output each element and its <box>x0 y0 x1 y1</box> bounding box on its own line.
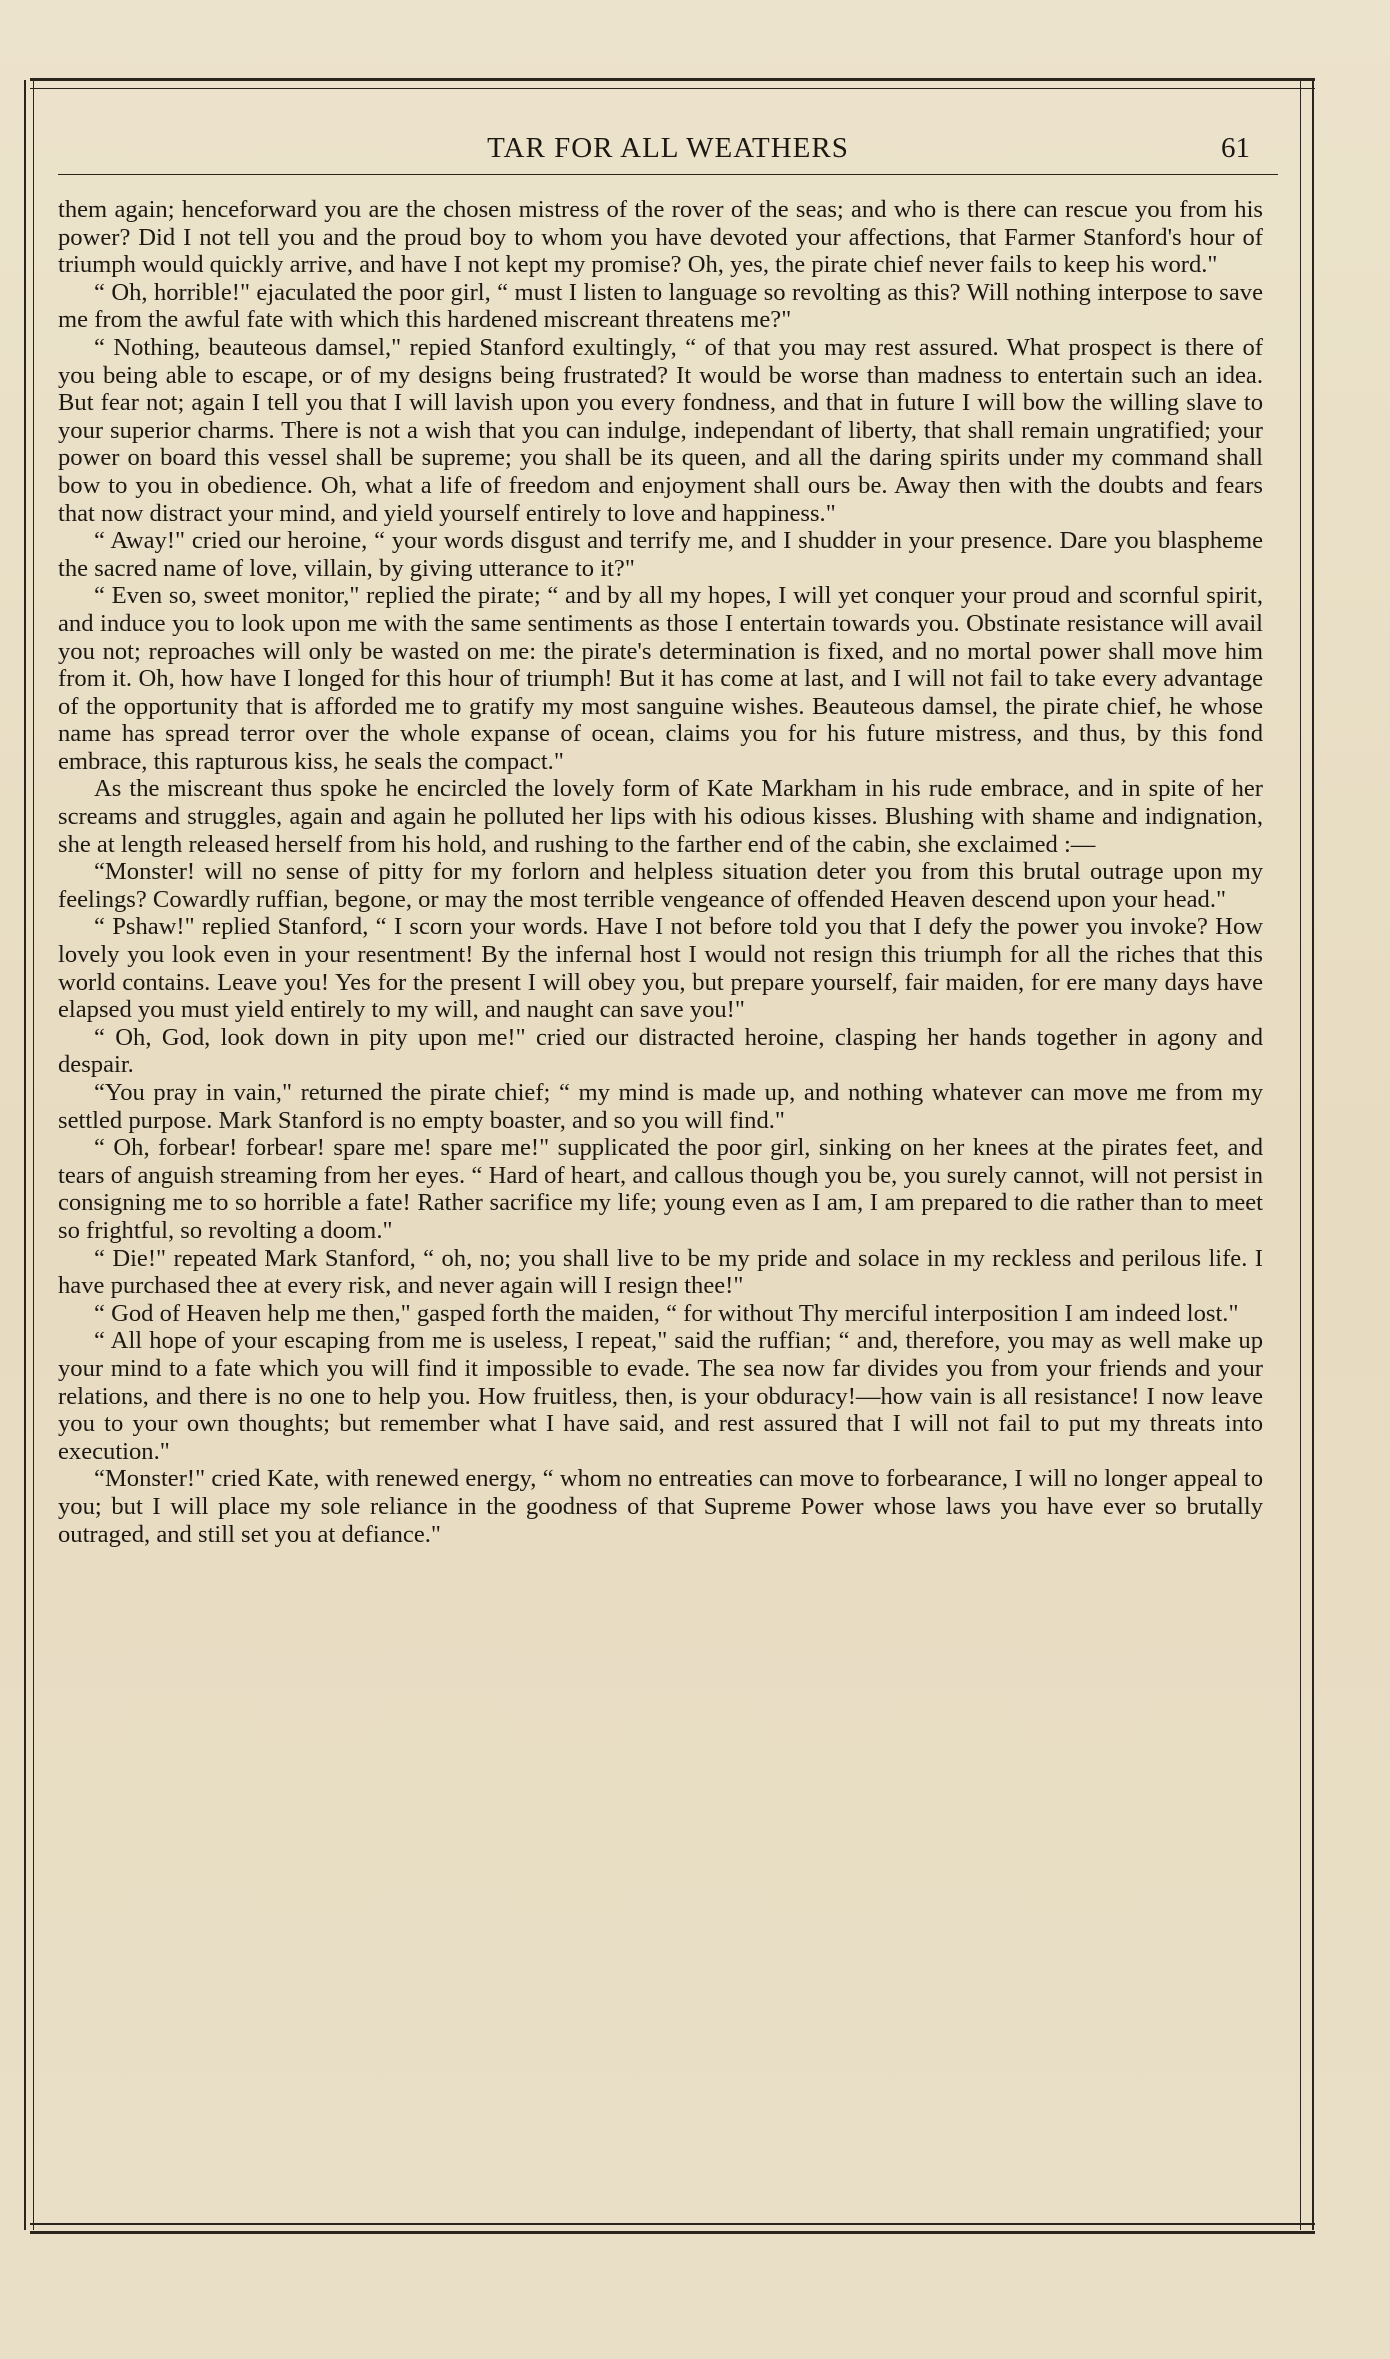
paragraph: “Monster!" cried Kate, with renewed energy, “ whom no entreaties can move to forbearance, I will no longer appeal to you; but I will place my sole reliance in the goodness of that Supreme Power whose laws you have ever so brutally outraged, and still set you at defiance." <box>58 1465 1263 1548</box>
top-rule <box>30 78 1315 81</box>
paragraph: “ God of Heaven help me then," gasped forth the maiden, “ for without Thy merciful interposition I am indeed lost." <box>94 1299 1239 1327</box>
running-title: TAR FOR ALL WEATHERS <box>487 132 849 164</box>
paragraph: “You pray in vain," returned the pirate chief; “ my mind is made up, and nothing whatever can move me from my settled purpose. Mark Stanford is no empty boaster, and so you will find." <box>58 1079 1263 1134</box>
header-rule <box>58 174 1278 175</box>
left-rule <box>24 80 26 2230</box>
bottom-rule-thin <box>30 2223 1315 2225</box>
paragraph: As the miscreant thus spoke he encircled the lovely form of Kate Markham in his rude embrace, and in spite of her screams and struggles, again and again he polluted her lips with his odious kisses. Blushing with shame and indignation, she at length released herself from his hold, and rushing to the farther end of the cabin, she exclaimed :— <box>58 775 1263 858</box>
paragraph: “ Die!" repeated Mark Stanford, “ oh, no; you shall live to be my pride and solace in my reckless and perilous life. I have purchased thee at every risk, and never again will I resign thee!" <box>58 1244 1263 1300</box>
paragraph: “ Pshaw!" replied Stanford, “ I scorn your words. Have I not before told you that I defy the power you invoke? How lovely you look even in your resentment! By the infernal host I would not resign this triumph for all the riches that this world contains. Leave you! Yes for the present I will obey you, but prepare yourself, fair maiden, for ere many days have elapsed you must yield entirely to my will, and naught can save you!" <box>58 913 1263 1024</box>
paragraph: “ Oh, forbear! forbear! spare me! spare me!" supplicated the poor girl, sinking on her knees at the pirates feet, and tears of anguish streaming from her eyes. “ Hard of heart, and callous though you be, you surely cannot, will not persist in consigning me to so horrible a fate! Rather sacrifice my life; young even as I am, I am prepared to die rather than to meet so frightful, so revolting a doom." <box>58 1134 1263 1244</box>
page-number: 61 <box>1221 132 1250 164</box>
paragraph: “ Oh, God, look down in pity upon me!" cried our distracted heroine, clasping her hands together in agony and despair. <box>58 1023 1263 1079</box>
right-rule-thin <box>1300 80 1301 2230</box>
right-rule <box>1312 80 1314 2230</box>
body-text <box>58 196 1263 1548</box>
bottom-rule <box>30 2231 1315 2234</box>
paragraph: “Monster! will no sense of pitty for my forlorn and helpless situation deter you from this brutal outrage upon my feelings? Cowardly ruffian, begone, or may the most terrible vengeance of offended Heaven descend upon your head." <box>58 858 1263 913</box>
paragraph: them again; henceforward you are the chosen mistress of the rover of the seas; and who is there can rescue you from his power? Did I not tell you and the proud boy to whom you have devoted your affections, that Farmer Stanford's hour of triumph would quickly arrive, and have I not kept my promise? Oh, yes, the pirate chief never fails to keep his word." <box>58 196 1263 279</box>
top-rule-thin <box>30 88 1315 89</box>
paragraph: “ Oh, horrible!" ejaculated the poor girl, “ must I listen to language so revolting as this? Will nothing interpose to save me from the awful fate with which this hardened miscreant threatens me?" <box>58 278 1263 334</box>
left-rule-thin <box>33 80 34 2230</box>
paragraph: “ Away!" cried our heroine, “ your words disgust and terrify me, and I shudder in your presence. Dare you blaspheme the sacred name of love, villain, by giving utterance to it?" <box>58 527 1263 582</box>
paragraph: “ Nothing, beauteous damsel," repied Stanford exultingly, “ of that you may rest assured. What prospect is there of you being able to escape, or of my designs being frustrated? It would be worse than madness to entertain such an idea. But fear not; again I tell you that I will lavish upon you every fondness, and that in future I will bow the willing slave to your superior charms. There is not a wish that you can indulge, independant of liberty, that shall remain ungratified; your power on board this vessel shall be supreme; you shall be its queen, and all the daring spirits under my command shall bow to you in obedience. Oh, what a life of freedom and enjoyment shall ours be. Away then with the doubts and fears that now distract your mind, and yield yourself entirely to love and happiness." <box>58 333 1263 527</box>
paragraph: “ Even so, sweet monitor," replied the pirate; “ and by all my hopes, I will yet conquer your proud and scornful spirit, and induce you to look upon me with the same sentiments as those I entertain towards you. Obstinate resistance will avail you not; reproaches will only be wasted on me: the pirate's determination is fixed, and no mortal power shall move him from it. Oh, how have I longed for this hour of triumph! But it has come at last, and I will not fail to take every advantage of the opportunity that is afforded me to gratify my most sanguine wishes. Beauteous damsel, the pirate chief, he whose name has spread terror over the whole expanse of ocean, claims you for his future mistress, and thus, by this fond embrace, this rapturous kiss, he seals the compact." <box>58 582 1263 775</box>
paragraph: “ All hope of your escaping from me is useless, I repeat," said the ruffian; “ and, therefore, you may as well make up your mind to a fate which you will find it impossible to evade. The sea now far divides you from your friends and your relations, and there is no one to help you. How fruitless, then, is your obduracy!—how vain is all resistance! I now leave you to your own thoughts; but remember what I have said, and rest assured that I will not fail to put my threats into execution." <box>58 1327 1263 1465</box>
running-head <box>58 128 1278 168</box>
